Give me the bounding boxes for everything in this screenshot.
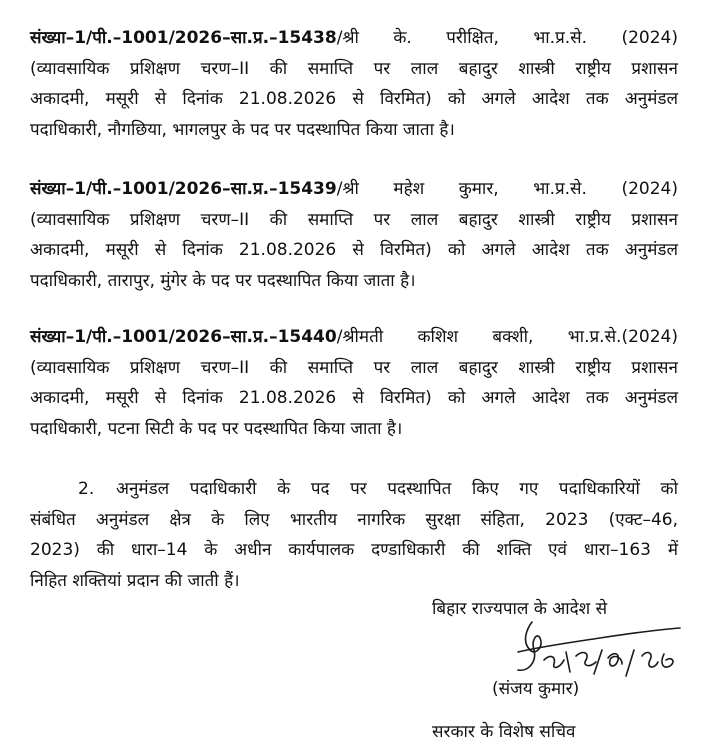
clause-line: संबंधित अनुमंडल क्षेत्र के लिए भारतीय नागरिक सुरक्षा संहिता, 2023 (एक्ट–46, <box>30 509 678 530</box>
order-officer: /श्रीमती कशिश बक्शी, भा.प्र.से.(2024) <box>336 327 678 347</box>
order-ref-number: संख्या–1/पी.–1001/2026–सा.प्र.–15439 <box>30 179 337 199</box>
handwritten-signature <box>504 616 694 684</box>
order-officer: /श्री के. परीक्षित, भा.प्र.से. (2024) <box>336 28 678 48</box>
order-line: (व्यावसायिक प्रशिक्षण चरण–II की समाप्ति पर लाल बहादुर शास्त्री राष्ट्रीय प्रशासन <box>30 209 678 230</box>
clause-number: 2. <box>78 479 95 499</box>
order-ref-number: संख्या–1/पी.–1001/2026–सा.प्र.–15440 <box>30 327 337 347</box>
order-line: पदाधिकारी, पटना सिटी के पद पर पदस्थापित किया जाता है। <box>30 418 403 439</box>
order-paragraph-3 <box>30 322 678 444</box>
clause-line: निहित शक्तियां प्रदान की जाती हैं। <box>30 570 240 591</box>
order-paragraph-1 <box>30 23 678 145</box>
order-line: अकादमी, मसूरी से दिनांक 21.08.2026 से विरमित) को अगले आदेश तक अनुमंडल <box>30 240 678 260</box>
signatory-designation: सरकार के विशेष सचिव <box>432 722 576 742</box>
clause-line: अनुमंडल पदाधिकारी के पद पर पदस्थापित किए गए पदाधिकारियों को <box>116 479 678 499</box>
order-officer: /श्री महेश कुमार, भा.प्र.से. (2024) <box>336 179 678 199</box>
order-line: पदाधिकारी, तारापुर, मुंगेर के पद पर पदस्थापित किया जाता है। <box>30 270 416 291</box>
signature-heading: बिहार राज्यपाल के आदेश से <box>432 599 608 619</box>
order-ref-number: संख्या–1/पी.–1001/2026–सा.प्र.–15438 <box>30 28 337 48</box>
order-paragraph-2 <box>30 174 678 296</box>
order-line: अकादमी, मसूरी से दिनांक 21.08.2026 से विरमित) को अगले आदेश तक अनुमंडल <box>30 89 678 109</box>
clause-paragraph <box>30 474 678 596</box>
order-line: पदाधिकारी, नौगछिया, भागलपुर के पद पर पदस्थापित किया जाता है। <box>30 119 455 140</box>
order-line: (व्यावसायिक प्रशिक्षण चरण–II की समाप्ति पर लाल बहादुर शास्त्री राष्ट्रीय प्रशासन <box>30 58 678 79</box>
order-line: अकादमी, मसूरी से दिनांक 21.08.2026 से विरमित) को अगले आदेश तक अनुमंडल <box>30 388 678 408</box>
clause-line: 2023) की धारा–14 के अधीन कार्यपालक दण्डाधिकारी की शक्ति एवं धारा–163 में <box>30 540 678 560</box>
signatory-name: (संजय कुमार) <box>492 679 580 699</box>
order-line: (व्यावसायिक प्रशिक्षण चरण–II की समाप्ति पर लाल बहादुर शास्त्री राष्ट्रीय प्रशासन <box>30 357 678 378</box>
